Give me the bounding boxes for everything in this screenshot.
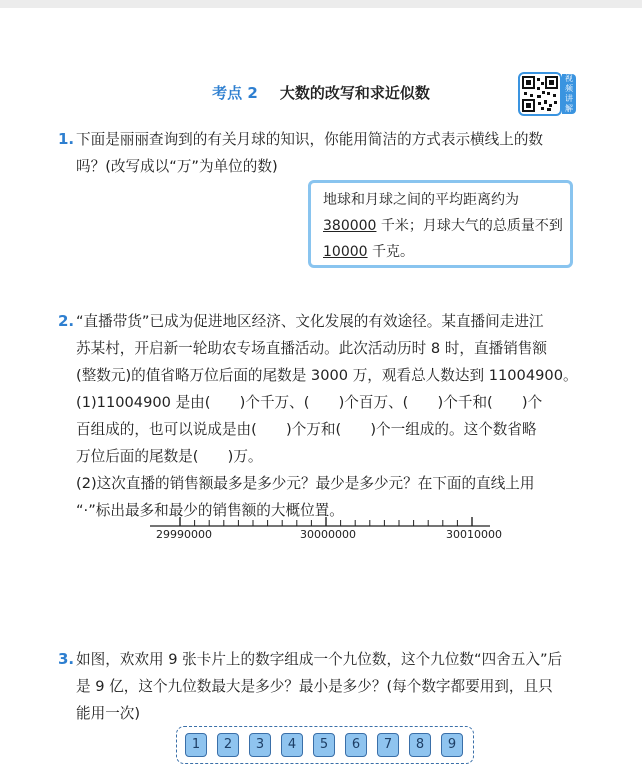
- tick-label-right: 30010000: [446, 528, 502, 541]
- question-1-number: 1.: [58, 130, 75, 148]
- top-strip: [0, 0, 642, 8]
- moon-facts-box: [308, 180, 573, 268]
- digit-card[interactable]: 1: [185, 733, 207, 757]
- qr-code[interactable]: [518, 72, 578, 118]
- question-1-line-1: 下面是丽丽查询到的有关月球的知识，你能用简洁的方式表示横线上的数: [76, 131, 544, 148]
- distance-number: 380000: [323, 218, 377, 234]
- moon-fact-line-1: 地球和月球之间的平均距离约为: [323, 192, 519, 208]
- question-2-number: 2.: [58, 312, 75, 330]
- moon-fact-line-3: 千克。: [367, 244, 414, 260]
- question-3-line-1: 如图，欢欢用 9 张卡片上的数字组成一个九位数，这个九位数“四舍五入”后: [76, 651, 563, 668]
- digit-card[interactable]: 5: [313, 733, 335, 757]
- qr-tag: 视频讲解: [562, 74, 576, 114]
- question-2-line-6: 万位后面的尾数是( )万。: [76, 448, 263, 465]
- section-label: 考点 2: [212, 84, 258, 102]
- digit-card[interactable]: 6: [345, 733, 367, 757]
- number-line-ticks: [180, 517, 472, 526]
- question-2-line-4: (1)11004900 是由( )个千万、( )个百万、( )个千和( )个: [76, 394, 543, 411]
- moon-facts-text: [323, 187, 563, 265]
- number-line[interactable]: [150, 514, 500, 528]
- digit-card[interactable]: 3: [249, 733, 271, 757]
- digit-cards: [176, 726, 474, 764]
- mass-number: 10000: [323, 244, 368, 260]
- question-2-line-3: (整数元)的值省略万位后面的尾数是 3000 万，观看总人数达到 11004900。: [76, 367, 578, 384]
- qr-code-icon: [518, 72, 562, 116]
- question-3-number: 3.: [58, 650, 75, 668]
- moon-fact-line-2: 千米；月球大气的总质量不到: [376, 218, 563, 234]
- question-3-line-2: 是 9 亿，这个九位数最大是多少？最小是多少？(每个数字都要用到，且只: [76, 678, 553, 695]
- tick-label-middle: 30000000: [300, 528, 356, 541]
- question-3-line-3: 能用一次): [76, 705, 141, 722]
- digit-card[interactable]: 4: [281, 733, 303, 757]
- digit-card[interactable]: 2: [217, 733, 239, 757]
- digit-card[interactable]: 9: [441, 733, 463, 757]
- section-heading: 大数的改写和求近似数: [279, 84, 430, 102]
- question-2-line-5: 百组成的，也可以说成是由( )个万和( )个一组成的。这个数省略: [76, 421, 537, 438]
- tick-label-left: 29990000: [156, 528, 212, 541]
- question-2-line-1: “直播带货”已成为促进地区经济、文化发展的有效途径。某直播间走进江: [76, 313, 544, 330]
- question-2-line-8: “·”标出最多和最少的销售额的大概位置。: [76, 502, 344, 519]
- question-2-line-2: 苏某村，开启新一轮助农专场直播活动。此次活动历时 8 时，直播销售额: [76, 340, 547, 357]
- digit-card[interactable]: 8: [409, 733, 431, 757]
- question-2-line-7: (2)这次直播的销售额最多是多少元？最少是多少元？在下面的直线上用: [76, 475, 535, 492]
- question-1-line-2: 吗？(改写成以“万”为单位的数): [76, 158, 278, 175]
- digit-card[interactable]: 7: [377, 733, 399, 757]
